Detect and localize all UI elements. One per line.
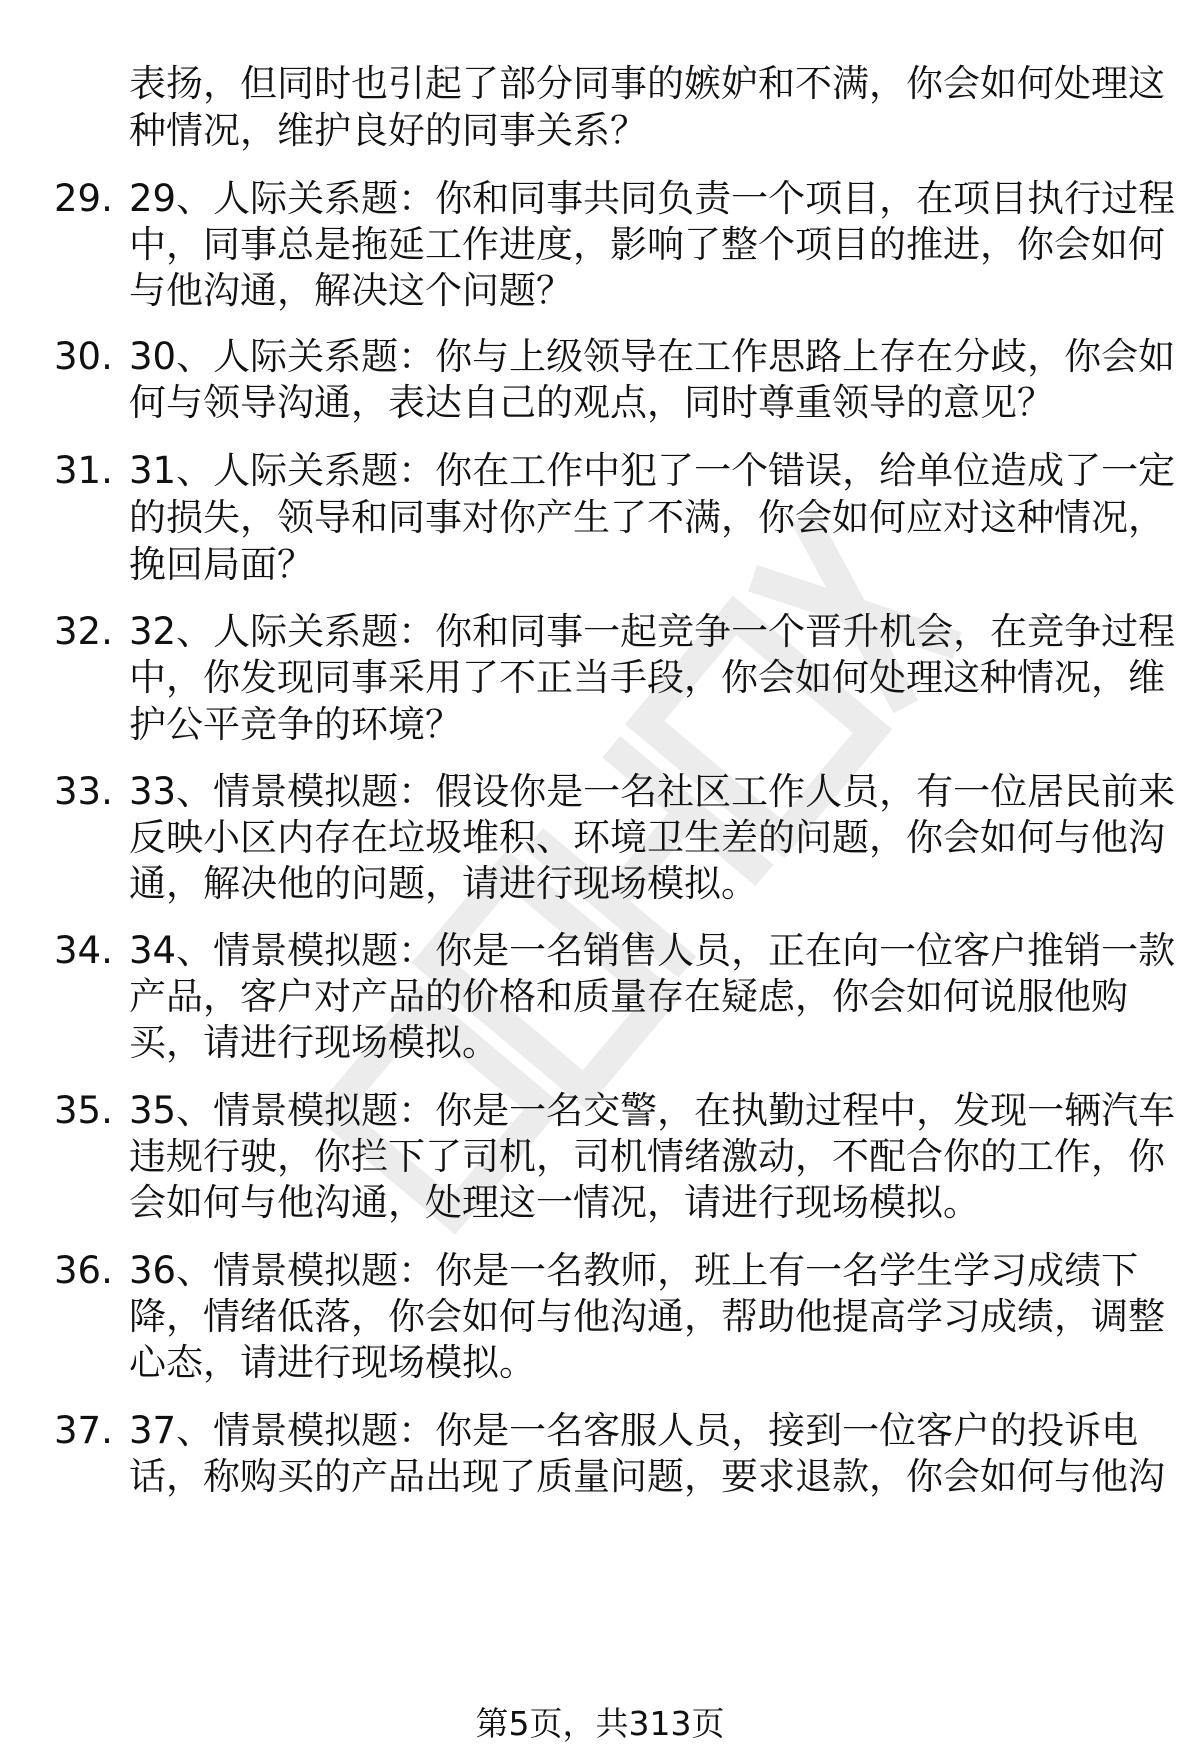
question-line: 买，请进行现场模拟。 (129, 1021, 499, 1064)
item-number: 32. (54, 610, 113, 653)
item-number: 36. (54, 1249, 113, 1292)
item-number: 30. (54, 335, 113, 378)
question-line: 的损失，领导和同事对你产生了不满，你会如何应对这种情况， (129, 496, 1165, 539)
question-line: 29、人际关系题：你和同事共同负责一个项目，在项目执行过程 (129, 177, 1176, 220)
question-line: 34、情景模拟题：你是一名销售人员，正在向一位客户推销一款 (129, 929, 1176, 972)
question-line: 35、情景模拟题：你是一名交警，在执勤过程中，发现一辆汽车 (129, 1089, 1176, 1132)
question-line: 通，解决他的问题，请进行现场模拟。 (129, 862, 758, 905)
question-line: 护公平竞争的环境？ (129, 703, 462, 746)
intro-line-1: 表扬，但同时也引起了部分同事的嫉妒和不满，你会如何处理这 (129, 62, 1165, 105)
question-line: 与他沟通，解决这个问题？ (129, 269, 573, 312)
item-number: 35. (54, 1089, 113, 1132)
question-line: 话，称购买的产品出现了质量问题，要求退款，你会如何与他沟 (129, 1455, 1165, 1498)
question-line: 挽回局面？ (129, 543, 314, 586)
question-line: 反映小区内存在垃圾堆积、环境卫生差的问题，你会如何与他沟 (129, 816, 1165, 859)
item-number: 29. (54, 177, 113, 220)
question-line: 37、情景模拟题：你是一名客服人员，接到一位客户的投诉电 (129, 1409, 1139, 1452)
intro-line-2: 种情况，维护良好的同事关系？ (129, 109, 647, 152)
question-line: 32、人际关系题：你和同事一起竞争一个晋升机会，在竞争过程 (129, 610, 1176, 653)
item-number: 33. (54, 770, 113, 813)
item-number: 31. (54, 449, 113, 492)
question-line: 何与领导沟通，表达自己的观点，同时尊重领导的意见？ (129, 381, 1054, 424)
question-line: 33、情景模拟题：假设你是一名社区工作人员，有一位居民前来 (129, 770, 1176, 813)
question-line: 降，情绪低落，你会如何与他沟通，帮助他提高学习成绩，调整 (129, 1295, 1165, 1338)
question-line: 30、人际关系题：你与上级领导在工作思路上存在分歧，你会如 (129, 335, 1176, 378)
question-line: 心态，请进行现场模拟。 (129, 1341, 536, 1384)
question-line: 36、情景模拟题：你是一名教师，班上有一名学生学习成绩下 (129, 1249, 1139, 1292)
question-line: 31、人际关系题：你在工作中犯了一个错误，给单位造成了一定 (129, 449, 1176, 492)
question-line: 中，你发现同事采用了不正当手段，你会如何处理这种情况，维 (129, 656, 1165, 699)
item-number: 37. (54, 1409, 113, 1452)
question-line: 违规行驶，你拦下了司机，司机情绪激动，不配合你的工作，你 (129, 1135, 1165, 1178)
page-number-footer: 第5页，共313页 (475, 1704, 725, 1743)
question-line: 产品，客户对产品的价格和质量存在疑虑，你会如何说服他购 (129, 975, 1128, 1018)
question-line: 中，同事总是拖延工作进度，影响了整个项目的推进，你会如何 (129, 223, 1165, 266)
item-number: 34. (54, 929, 113, 972)
question-line: 会如何与他沟通，处理这一情况，请进行现场模拟。 (129, 1181, 980, 1224)
